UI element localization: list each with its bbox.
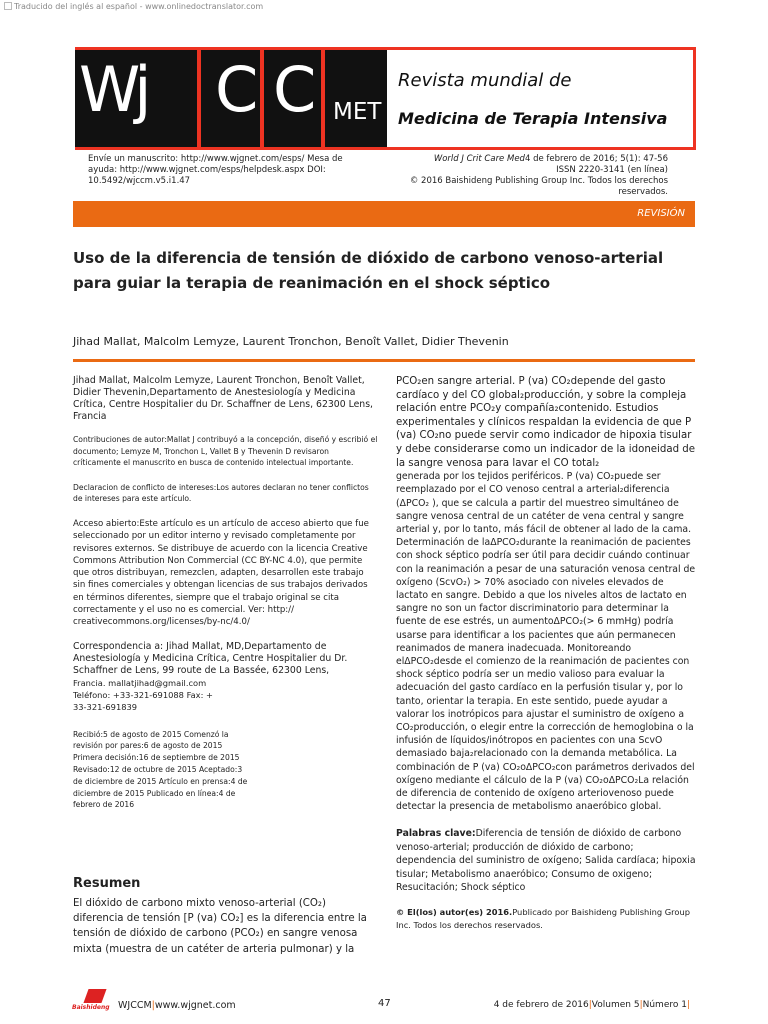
abstract-heading: Resumen [73, 876, 141, 891]
abstract-text: El dióxido de carbono mixto venoso-arterial (CO₂) diferencia de tensión [P (va) CO₂] es la diferencia entre la tensión de dióxido de carbono (PCO₂) en sangre venosa mixta (muestra de un catéter de arteria pulmonar) y la [73, 898, 367, 955]
footer-journal [118, 1000, 236, 1011]
abstract-continued-2: generada por los tejidos periféricos. P (va) CO₂puede ser reemplazado por el CO venoso central a arterial₂diferencia (ΔPCO₂ ), que se calcula a partir del muestreo simultáneo de sangre venosa central de un catéter de vena central y sangre arterial y, por lo tanto, más fácil de obtener al lado de la cama. Determinación de laΔPCO₂durante la reanimación de pacientes con shock séptico podría ser útil para decidir cuándo continuar con la reanimación a pesar de una saturación venosa central de oxígeno (ScvO₂) > 70% asociado con niveles elevados de lactato en sangre. Debido a que los niveles altos de lactato en sangre no son un factor discriminatorio para determinar la fuente de ese estrés, un aumentoΔPCO₂(> 6 mmHg) podría usarse para identificar a los pacientes que aún permanecen reanimados de manera inadecuada. Monitoreando elΔPCO₂desde el comienzo de la reanimación de pacientes con shock séptico podría ser un medio valioso para evaluar la adecuación del gasto cardíaco en la perfusión tisular y, por lo tanto, orientar la terapia. En este sentido, puede ayudar a valorar los inotrópicos para ajustar el suministro de oxígeno a CO₂producción, o elegir entre la corrección de hemoglobina o la infusión de líquidos/inótropos en pacientes con una ScvO demasiado baja₂relacionado con la demanda metabólica. La combinación de P (va) CO₂oΔPCO₂con parámetros derivados del oxígeno mediante el cálculo de la P (va) CO₂oΔPCO₂La relación de diferencia de contenido de oxígeno arteriovenoso puede detectar la presencia de metabolismo anaeróbico global. [396, 471, 696, 813]
submission-info: Envíe un manuscrito: http://www.wjgnet.com/esps/ Mesa de ayuda: http://www.wjgnet.com/esps/helpdesk.aspx DOI: 10.5492/wjccm.v5.i1.47 [88, 154, 343, 186]
keywords-text: Diferencia de tensión de dióxido de carbono venoso-arterial; producción de dióxido de carbono; dependencia del suministro de oxígeno; Salida cardíaca; hipoxia tisular; Metabolismo anaeróbico; Consumo de oxigeno; Resucitación; Shock séptico [396, 828, 696, 894]
conflict-statement: Declaracion de conflicto de intereses:Los autores declaran no tener conflictos de intereses para este artículo. [73, 482, 369, 504]
affiliation: Jihad Mallat, Malcolm Lemyze, Laurent Tronchon, Benoît Vallet, Didier Thevenin,Departamento de Anestesiología y Medicina Crítica, Centre Hospitalier du Dr. Schaffner de Lens, 62300 Lens, Francia [73, 375, 373, 422]
journal-name-line2: Medicina de Terapia Intensiva [398, 109, 668, 128]
footer-separator: | [639, 1000, 643, 1010]
open-access: Acceso abierto:Este artículo es un artículo de acceso abierto que fue seleccionado por un editor interno y revisado completamente por revisores externos. Se distribuye de acuerdo con la licencia Creative Commons Attribution Non Commercial (CC BY-NC 4.0), que permite que otros distribuyan, remezclen, adapten, desarrollen este trabajo sin fines comerciales y obtengan licencias de sus trabajos derivados en términos diferentes, siempre que el trabajo original se cita correctamente y el uso no es comercial. Ver: http:// creativecommons.org/licenses/by-nc/4.0/ [73, 518, 369, 628]
right-column [396, 375, 696, 932]
footer-volume: Volumen 5 [591, 1000, 640, 1010]
article-copyright [396, 906, 696, 932]
logo-met: MET [333, 99, 382, 125]
publisher-copyright: © 2016 Baishideng Publishing Group Inc. Todos los derechos reservados. [409, 176, 668, 197]
logo-separator [260, 47, 264, 150]
logo-top-line [75, 47, 387, 50]
footer-journal-abbr: WJCCM [118, 1000, 152, 1011]
logo-separator [197, 47, 201, 150]
logo-letter-c: C [215, 53, 259, 126]
correspondence-phone: Teléfono: +33-321-691088 Fax: + [73, 689, 213, 700]
footer-issue [494, 1000, 690, 1010]
left-column [73, 375, 378, 811]
footer-url[interactable]: www.wjgnet.com [154, 1000, 236, 1011]
article-title: Uso de la diferencia de tensión de dióxido de carbono venoso-arterial para guiar la terapia de reanimación en el shock séptico [73, 249, 664, 292]
correspondence-fax: 33-321-691839 [73, 701, 138, 712]
journal-name-box [387, 47, 696, 150]
page-number: 47 [378, 998, 391, 1009]
translate-icon [4, 2, 12, 10]
article-dates: Recibió:5 de agosto de 2015 Comenzó la revisión por pares:6 de agosto de 2015 Primera decisión:16 de septiembre de 2015 Revisado:12 de octubre de 2015 Aceptado:3 de diciembre de 2015 Artículo en prensa:4 de diciembre de 2015 Publicado en línea:4 de febrero de 2016 [73, 729, 248, 810]
logo-separator [321, 47, 325, 150]
citation-details: 4 de febrero de 2016; 5(1): 47-56 [524, 154, 668, 164]
logo-letters-w: Wj [79, 53, 146, 126]
footer-separator: | [151, 1000, 155, 1011]
author-contributions: Contribuciones de autor:Mallat J contribuyó a la concepción, diseñó y escribió el documento; Lemyze M, Tronchon L, Vallet B y Thevenin D revisaron críticamente el manuscrito en busca de contenido intelectual importante. [73, 435, 378, 468]
section-bar [73, 201, 695, 227]
citation-info [396, 154, 668, 198]
translator-bar[interactable] [0, 0, 768, 14]
copyright-text: Publicado por Baishideng Publishing Group Inc. Todos los derechos reservados. [396, 907, 691, 931]
publisher-mark-icon [83, 989, 106, 1003]
journal-name-line1: Revista mundial de [398, 70, 572, 91]
publisher-logo [72, 989, 116, 1011]
footer-separator: | [686, 1000, 690, 1010]
divider [73, 359, 695, 362]
correspondence [73, 641, 378, 713]
issn: ISSN 2220-3141 (en línea) [556, 165, 668, 175]
section-label: REVISIÓN [637, 208, 685, 219]
publisher-logo-text: Baishideng [72, 1004, 110, 1011]
footer-separator: | [588, 1000, 592, 1010]
logo-bottom-line [75, 147, 387, 150]
copyright-holder: © El(los) autor(es) 2016. [396, 907, 513, 918]
footer-date: 4 de febrero de 2016 [493, 1000, 589, 1010]
article-authors: Jihad Mallat, Malcolm Lemyze, Laurent Tronchon, Benoît Vallet, Didier Thevenin [73, 335, 509, 348]
keywords-label: Palabras clave: [396, 828, 476, 840]
footer-number: Número 1 [642, 1000, 687, 1010]
logo-letter-c: C [273, 53, 317, 126]
citation-journal: World J Crit Care Med [433, 154, 525, 164]
journal-logo [75, 47, 387, 150]
keywords [396, 827, 696, 894]
abstract-continued: PCO₂en sangre arterial. P (va) CO₂depende del gasto cardíaco y del CO global₂producción, y sobre la compleja relación entre PCO₂y compañía₂contenido. Estudios experimentales y clínicos respaldan la evidencia de que P (va) CO₂no puede servir como indicador de hipoxia tisular y debe considerarse como un indicador de la idoneidad de la sangre venosa para lavar el CO total₂ [396, 376, 696, 469]
correspondence-address: Correspondencia a: Jihad Mallat, MD,Departamento de Anestesiología y Medicina Crítica, Centre Hospitalier du Dr. Schaffner de Lens, 99 route de La Bassée, 62300 Lens, [73, 640, 348, 676]
correspondence-email: Francia. mallatjihad@gmail.com [73, 677, 207, 688]
translator-link[interactable]: Traducido del inglés al español - www.onlinedoctranslator.com [14, 2, 264, 11]
